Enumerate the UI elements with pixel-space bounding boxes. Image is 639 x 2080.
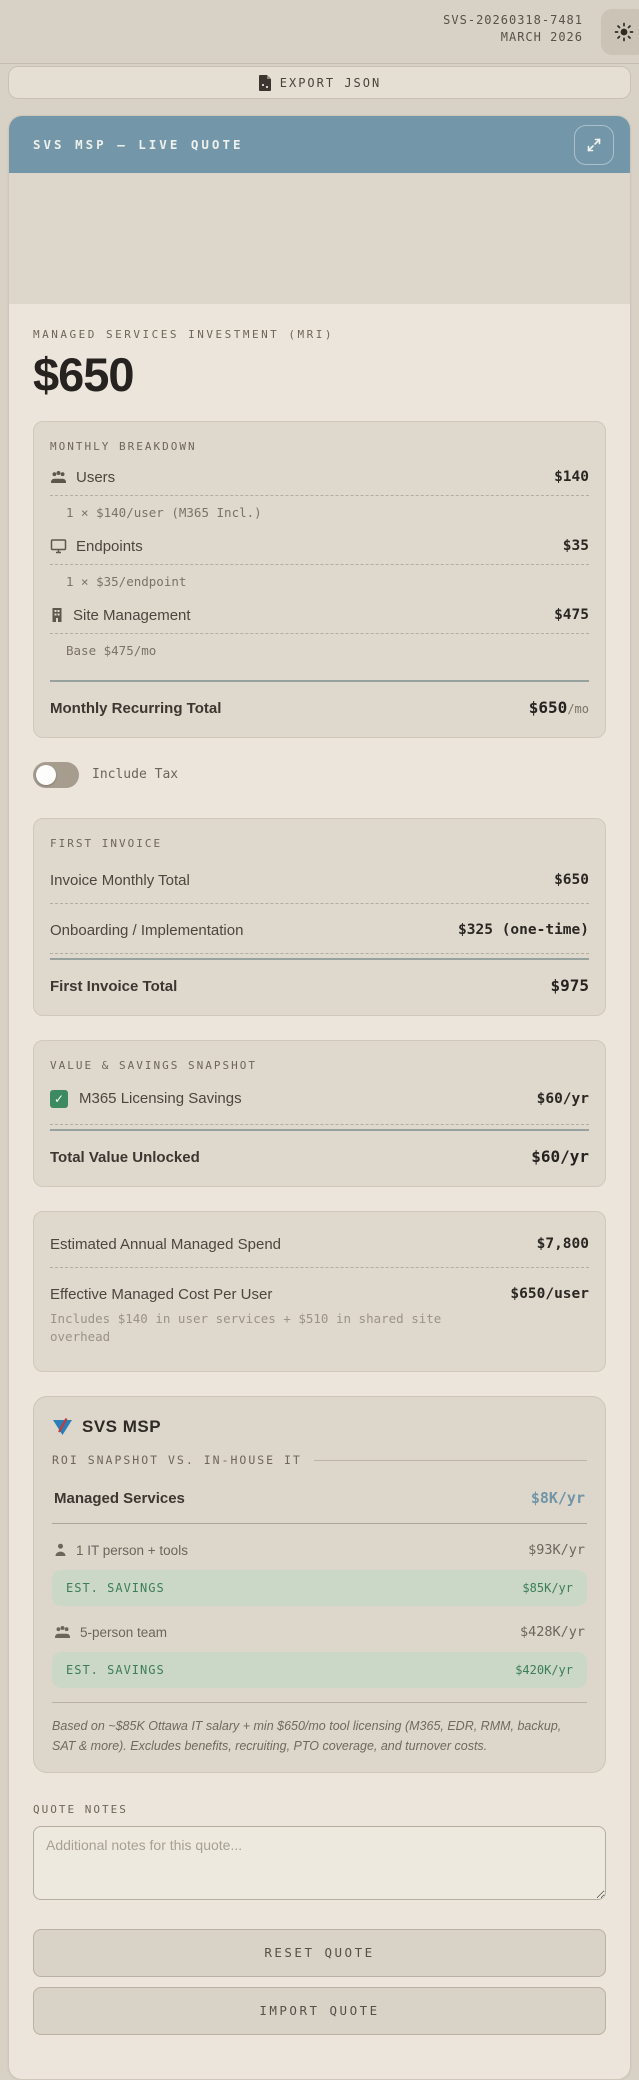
sun-icon	[614, 22, 634, 42]
breakdown-row-label: Users	[76, 468, 116, 486]
monthly-total-row	[50, 680, 589, 723]
breakdown-row-endpoints	[50, 538, 589, 555]
roi-comparison-row	[52, 1538, 587, 1570]
annual-spend-value: $7,800	[536, 1236, 589, 1253]
mri-value: $650	[33, 348, 134, 401]
roi-managed-label: Managed Services	[54, 1489, 185, 1507]
quote-controls-area	[9, 173, 630, 304]
roi-brand-row	[52, 1417, 587, 1437]
breakdown-row-label: Endpoints	[76, 537, 143, 555]
quote-notes-input[interactable]	[33, 1826, 606, 1900]
roi-title: ROI SNAPSHOT VS. IN-HOUSE IT	[52, 1453, 302, 1468]
per-user-value: $650/user	[510, 1286, 589, 1303]
invoice-row-label: Onboarding / Implementation	[50, 921, 244, 939]
tax-toggle-row	[33, 762, 606, 788]
expand-button[interactable]	[574, 125, 614, 165]
divider	[314, 1460, 587, 1461]
users-icon	[50, 470, 67, 485]
est-savings-pill	[52, 1570, 587, 1606]
first-invoice-total-label: First Invoice Total	[50, 977, 178, 995]
invoice-row-label: Invoice Monthly Total	[50, 871, 190, 889]
value-snapshot-card	[33, 1040, 606, 1187]
person-icon	[54, 1543, 67, 1557]
value-total-label: Total Value Unlocked	[50, 1148, 200, 1166]
est-savings-label: EST. SAVINGS	[66, 1581, 165, 1596]
breakdown-row-users	[50, 469, 589, 486]
roi-managed-value: $8K/yr	[530, 1489, 585, 1508]
include-tax-label: Include Tax	[92, 767, 179, 783]
reset-quote-button[interactable]: RESET QUOTE	[33, 1929, 606, 1977]
quote-notes-label: QUOTE NOTES	[33, 1802, 128, 1816]
est-savings-value: $420K/yr	[515, 1663, 573, 1678]
export-json-label: EXPORT JSON	[279, 75, 382, 90]
theme-toggle-button[interactable]	[601, 9, 639, 55]
annual-spend-label: Estimated Annual Managed Spend	[50, 1235, 281, 1253]
export-json-button[interactable]	[8, 66, 631, 99]
breakdown-row-value: $140	[554, 469, 589, 486]
toggle-knob	[36, 765, 56, 785]
roi-brand-name: SVS MSP	[82, 1417, 162, 1437]
quote-date: MARCH 2026	[500, 30, 583, 44]
value-total-value: $60/yr	[531, 1146, 589, 1166]
include-tax-toggle[interactable]	[33, 762, 79, 788]
import-quote-button[interactable]: IMPORT QUOTE	[33, 1987, 606, 2035]
annual-spend-row	[50, 1230, 589, 1267]
monthly-total-label: Monthly Recurring Total	[50, 699, 222, 717]
breakdown-row-detail: Base $475/mo	[66, 642, 157, 658]
est-savings-value: $85K/yr	[522, 1581, 573, 1596]
file-json-icon	[258, 75, 272, 91]
breakdown-row-value: $35	[562, 538, 589, 555]
roi-footnote: Based on ~$85K Ottawa IT salary + min $650/mo tool licensing (M365, EDR, RMM, backup, SAT & more). Excludes benefits, recruiting, PTO coverage, and turnover costs.	[52, 1702, 587, 1756]
monthly-breakdown-card	[33, 421, 606, 738]
invoice-row-value: $650	[554, 872, 589, 889]
invoice-row	[50, 916, 589, 953]
breakdown-row-site	[50, 607, 589, 624]
per-user-detail: Includes $140 in user services + $510 in shared site overhead	[50, 1310, 442, 1345]
monthly-breakdown-title: MONTHLY BREAKDOWN	[50, 439, 197, 453]
roi-comparison-label: 5-person team	[80, 1624, 168, 1640]
team-icon	[54, 1625, 71, 1640]
dashed-divider	[50, 1124, 589, 1125]
live-quote-card	[8, 115, 631, 2080]
invoice-row-value: $325 (one-time)	[458, 922, 589, 939]
dashed-divider	[50, 1267, 589, 1268]
dashed-divider	[50, 903, 589, 904]
value-snapshot-title: VALUE & SAVINGS SNAPSHOT	[50, 1058, 257, 1072]
live-quote-header	[9, 116, 630, 173]
roi-comparison-label: 1 IT person + tools	[76, 1542, 188, 1558]
per-user-label: Effective Managed Cost Per User	[50, 1285, 273, 1303]
savings-row-value: $60/yr	[536, 1090, 589, 1107]
quote-meta	[443, 12, 583, 46]
breakdown-row-detail: 1 × $35/endpoint	[66, 573, 187, 589]
est-savings-label: EST. SAVINGS	[66, 1663, 165, 1678]
roi-managed-row	[52, 1485, 587, 1523]
breakdown-row-value: $475	[554, 607, 589, 624]
first-invoice-total-row	[50, 958, 589, 1001]
breakdown-row-label: Site Management	[73, 606, 191, 624]
dashed-divider	[50, 953, 589, 954]
first-invoice-title: FIRST INVOICE	[50, 836, 163, 850]
savings-row-label: M365 Licensing Savings	[79, 1090, 242, 1108]
roi-comparison-value: $428K/yr	[519, 1624, 585, 1641]
savings-check-row	[50, 1088, 589, 1124]
roi-comparison-row	[52, 1620, 587, 1652]
first-invoice-total-value: $975	[550, 975, 589, 995]
live-quote-title: SVS MSP — LIVE QUOTE	[33, 137, 244, 152]
monthly-total-value: $650	[528, 697, 568, 717]
value-total-row	[50, 1129, 589, 1172]
quote-content	[9, 304, 630, 2079]
est-savings-pill	[52, 1652, 587, 1688]
monitor-icon	[50, 538, 67, 554]
divider	[52, 1523, 587, 1524]
invoice-row	[50, 866, 589, 903]
first-invoice-card	[33, 818, 606, 1016]
roi-comparison-value: $93K/yr	[528, 1542, 585, 1559]
breakdown-row-detail: 1 × $140/user (M365 Incl.)	[66, 504, 262, 520]
annual-spend-card	[33, 1211, 606, 1373]
roi-card	[33, 1396, 606, 1773]
per-user-row	[50, 1280, 589, 1303]
expand-icon	[586, 137, 602, 153]
m365-savings-checkbox[interactable]: ✓	[50, 1090, 68, 1108]
quote-id: SVS-20260318-7481	[443, 13, 583, 27]
svs-logo-icon	[52, 1418, 73, 1437]
monthly-total-suffix: /mo	[567, 701, 589, 716]
page-header	[0, 0, 639, 64]
building-icon	[50, 607, 64, 623]
mri-label: MANAGED SERVICES INVESTMENT (MRI)	[33, 328, 335, 341]
roi-title-row	[52, 1453, 587, 1467]
